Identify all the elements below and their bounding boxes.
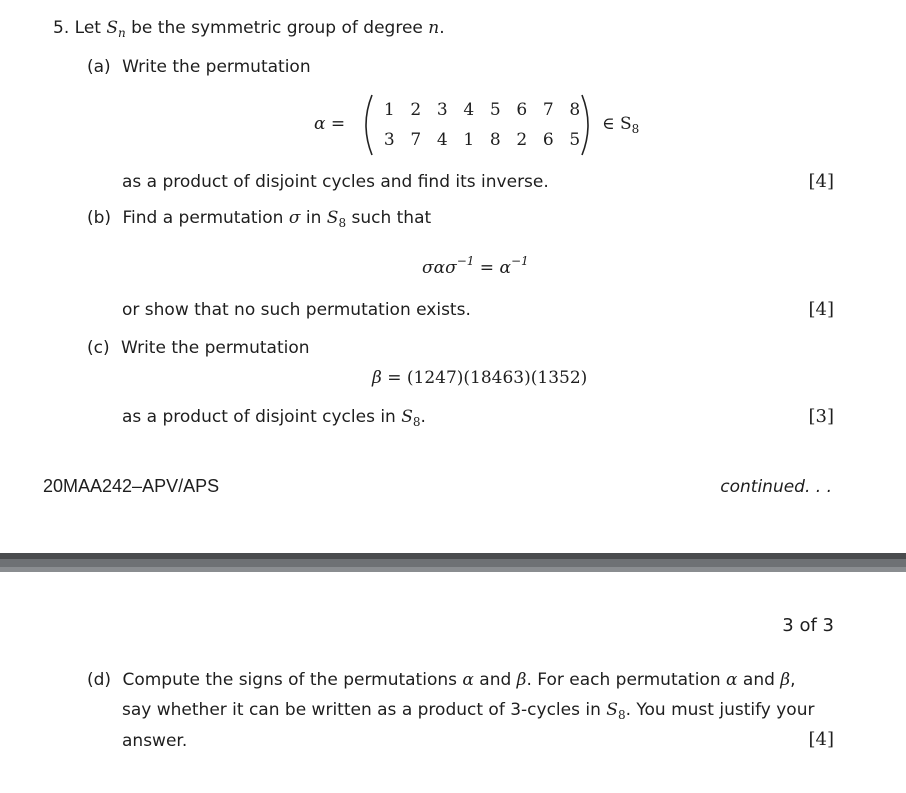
part-a-heading: (a) Write the permutation [87, 57, 311, 77]
part-b-instruction: or show that no such permutation exists. [122, 300, 471, 320]
right-parenthesis [580, 94, 596, 156]
exam-page-bottom [0, 572, 906, 793]
part-d-label: (d) [87, 670, 112, 690]
part-d-line-1: (d) Compute the signs of the permutations α and β. For each permutation α and β, [87, 670, 796, 690]
member-of-s8: ∈ $S_8$ [602, 114, 640, 136]
part-d-marks: [4] [808, 729, 834, 750]
part-b-marks: [4] [808, 299, 834, 320]
permutation-matrix [358, 94, 594, 156]
part-a-label: (a) [87, 57, 111, 77]
part-d-line-2: say whether it can be written as a product of 3-cycles in $S_8$. You must justify your [122, 700, 815, 722]
left-parenthesis [358, 94, 374, 156]
part-c-label: (c) [87, 338, 110, 358]
part-c-marks: [3] [808, 406, 834, 427]
part-c-instruction: as a product of disjoint cycles in $S_8$. [122, 407, 426, 429]
matrix-bottom-row: 3 7 4 1 8 2 6 5 [383, 130, 581, 150]
alpha-lhs: α = [314, 114, 346, 134]
part-a-marks: [4] [808, 171, 834, 192]
part-a-instruction: as a product of disjoint cycles and find its inverse. [122, 172, 549, 192]
part-b-heading: (b) Find a permutation σ in $S_8$ such that [87, 208, 432, 230]
question-intro: 5. Let $S_n$ be the symmetric group of degree n. [53, 18, 445, 40]
page-number: 3 of 3 [782, 615, 834, 636]
part-c-heading: (c) Write the permutation [87, 338, 310, 358]
beta-equation: β = (1247)(18463)(1352) [372, 368, 588, 388]
question-number: 5. [53, 18, 70, 38]
continued-note: continued. . . [720, 477, 832, 497]
course-code: 20MAA242–APV/APS [43, 476, 220, 496]
part-b-label: (b) [87, 208, 112, 228]
page-divider [0, 553, 906, 572]
conjugation-equation: $\sigma\alpha\sigma^{-1} = \alpha^{-1}$ [422, 254, 529, 278]
matrix-top-row: 1 2 3 4 5 6 7 8 [383, 100, 581, 120]
part-d-line-3: answer. [122, 731, 188, 751]
